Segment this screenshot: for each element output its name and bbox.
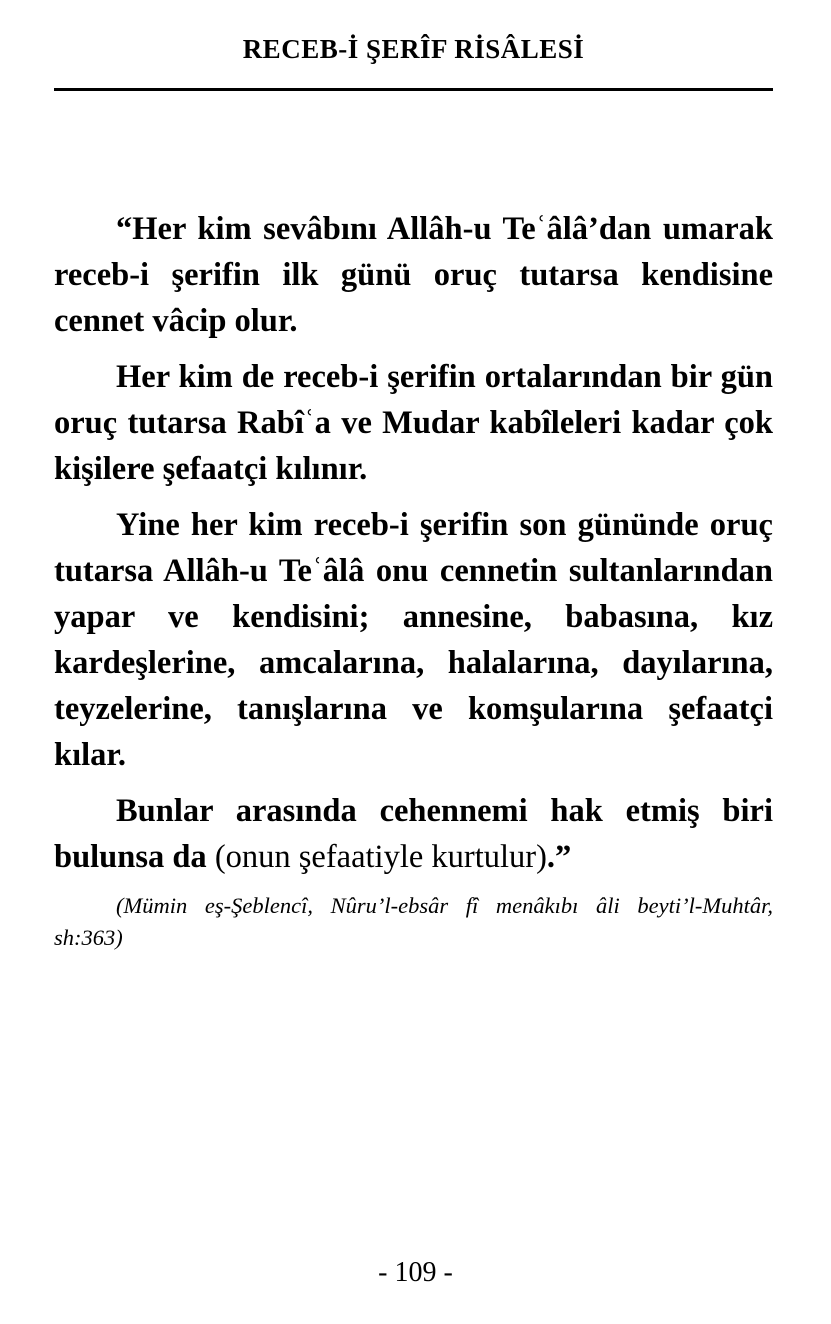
paragraph-4 xyxy=(54,788,773,880)
page-number: - 109 - xyxy=(378,1257,453,1288)
paragraph-4-normal: (onun şefaatiyle kurtulur) xyxy=(214,839,547,875)
paragraph-2: Her kim de receb-i şerifin ortalarından bir gün oruç tutarsa Rabîʿa ve Mudar kabîleleri kadar çok kişilere şefaatçi kılınır. xyxy=(54,359,773,487)
paragraph-4-bold: Bunlar arasında cehennemi hak etmiş biri bulunsa da xyxy=(54,793,773,875)
paragraph-1: “Her kim sevâbını Allâh-u Teʿâlâ’dan umarak receb-i şerifin ilk günü oruç tutarsa kendisine cennet vâcip olur. xyxy=(54,211,773,339)
running-header: RECEB-İ ŞERÎF RİSÂLESİ xyxy=(242,34,585,64)
paragraph-3: Yine her kim receb-i şerifin son gününde oruç tutarsa Allâh-u Teʿâlâ onu cennetin sultanlarından yapar ve kendisini; annesine, babasına, kız kardeşlerine, amcalarına, halalarına, dayılarına, teyzelerine, tanışlarına ve komşularına şefaatçi kılar. xyxy=(54,507,773,773)
paragraph-4-end: .” xyxy=(546,839,572,875)
header-rule xyxy=(54,88,773,91)
main-text xyxy=(54,206,773,954)
citation: (Mümin eş-Şeblencî, Nûru’l-ebsâr fî menâkıbı âli beyti’l-Muhtâr, sh:363) xyxy=(54,893,773,950)
